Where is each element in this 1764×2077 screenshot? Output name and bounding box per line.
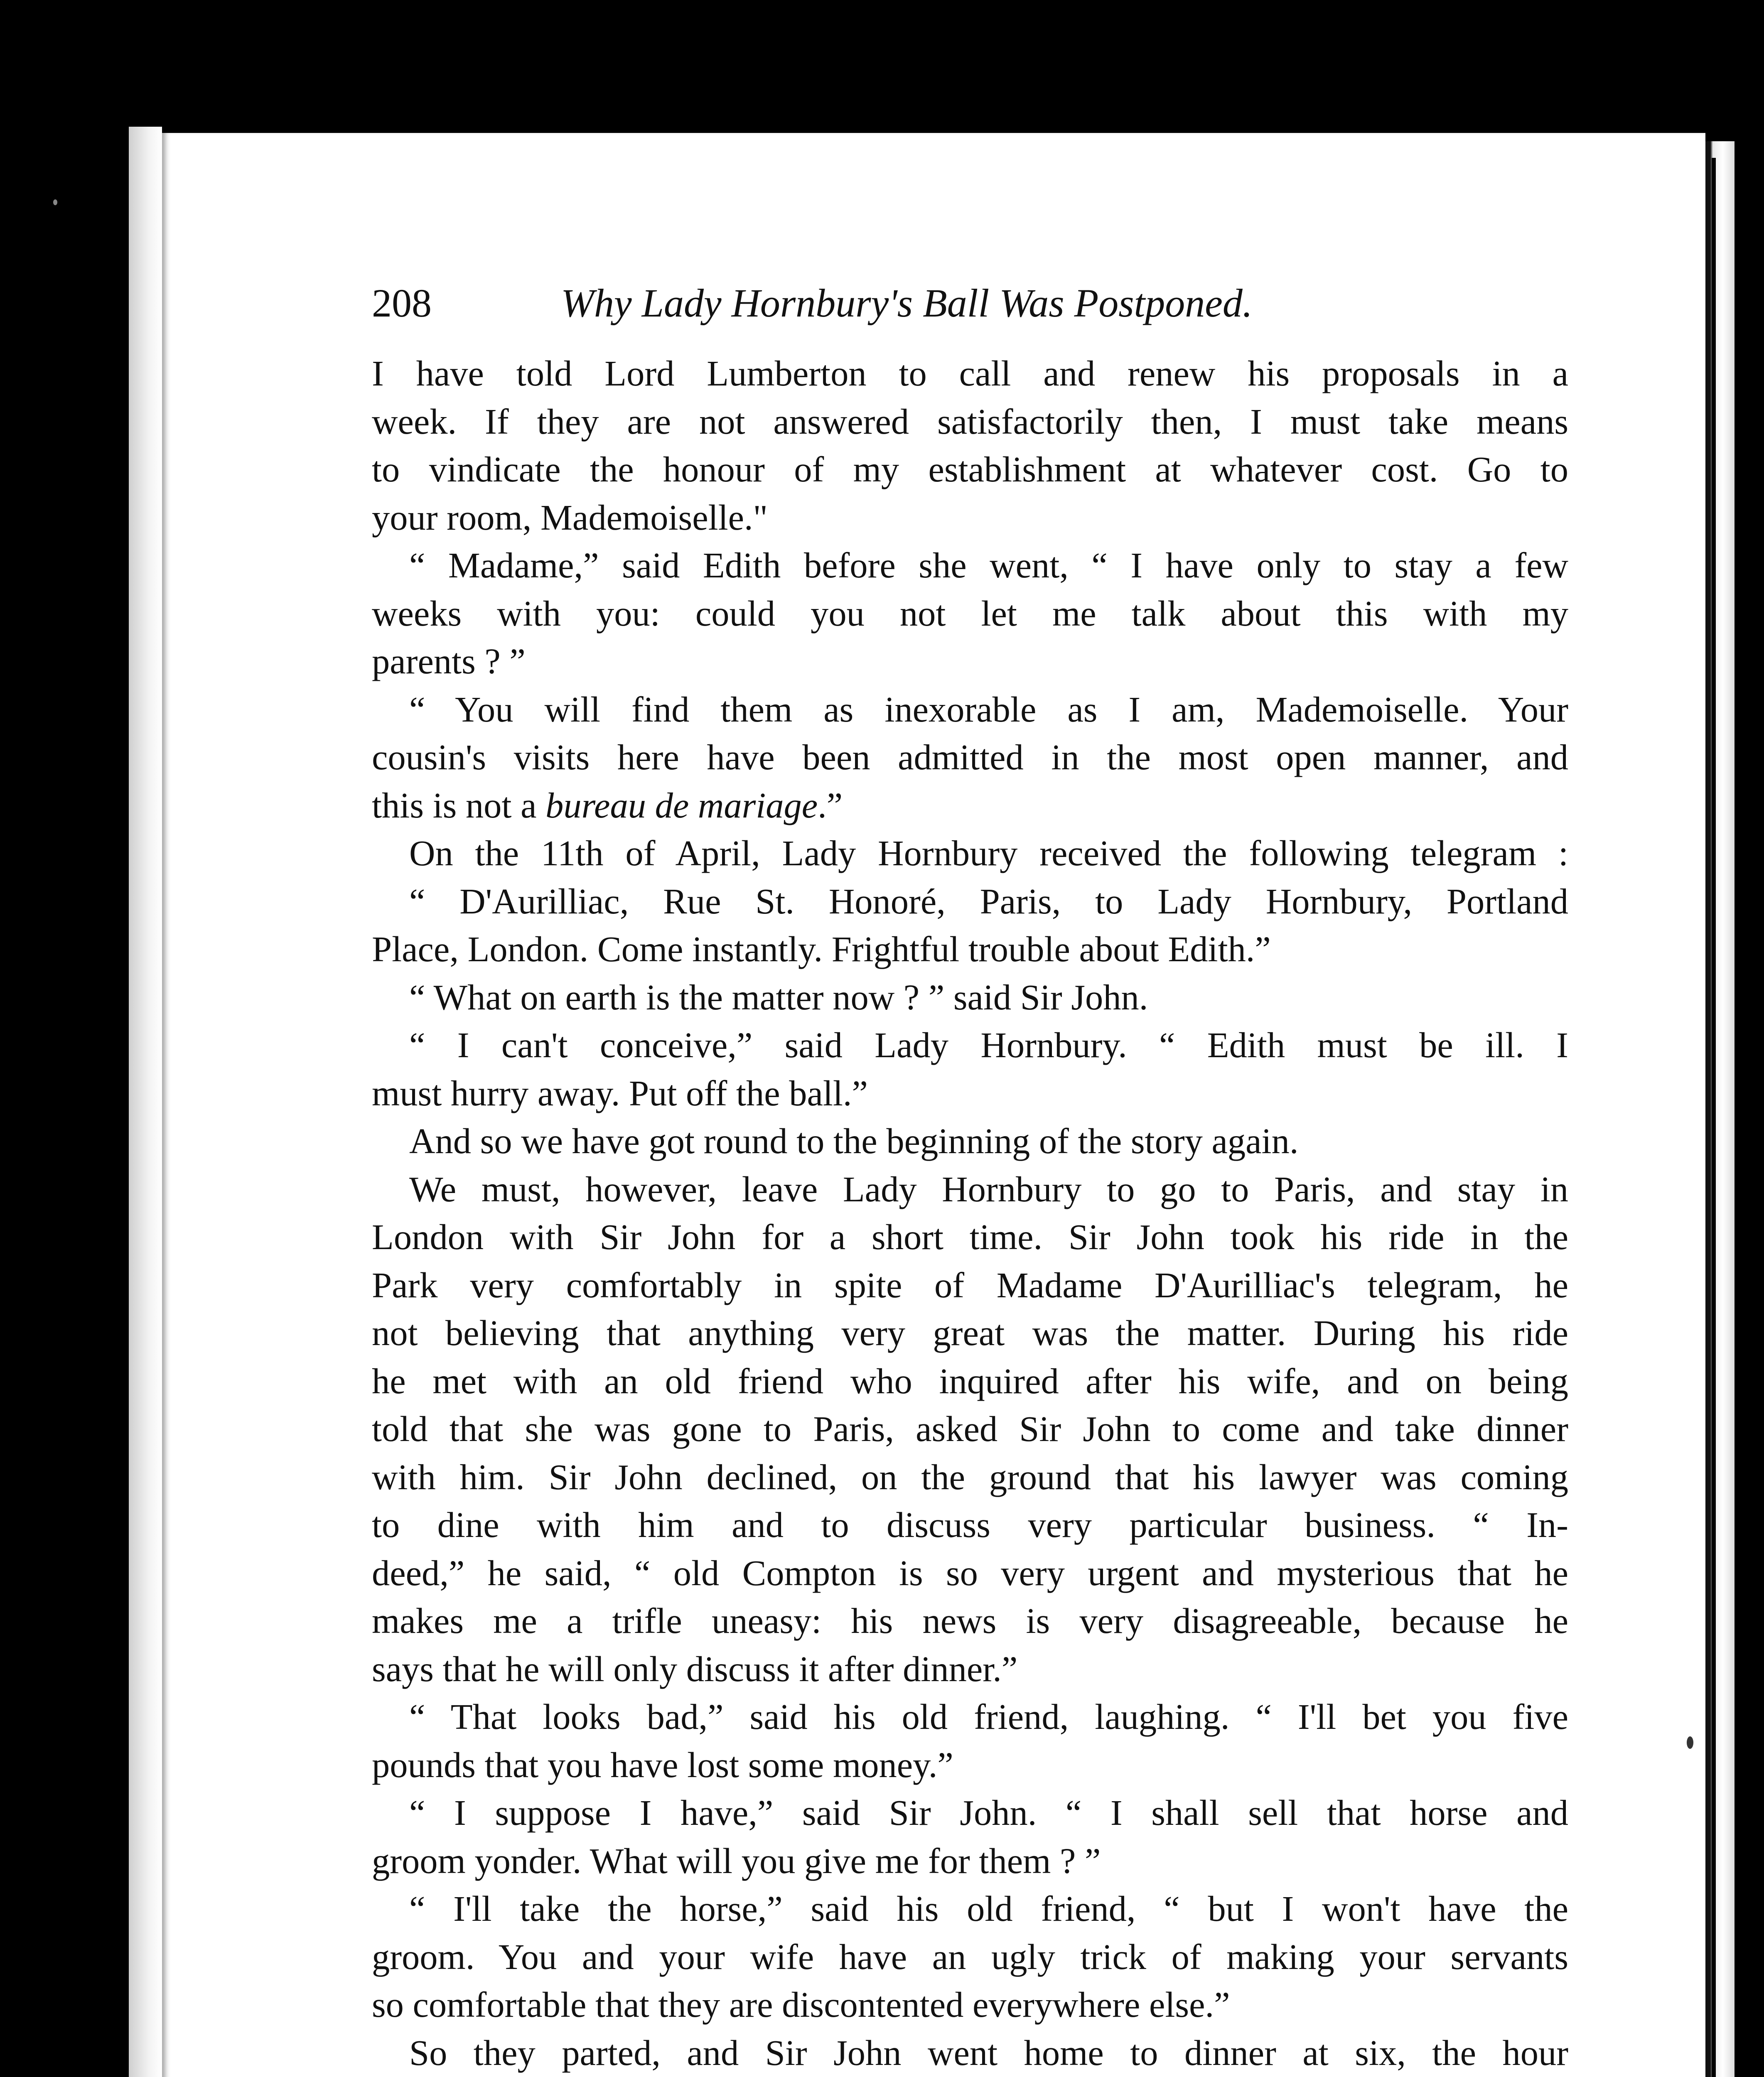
- running-header: [372, 272, 1568, 334]
- text-line: makes me a trifle uneasy: his news is very disagreeable, because he: [372, 1601, 1568, 1641]
- text-line: “ I'll take the horse,” said his old friend, “ but I won't have the: [409, 1889, 1568, 1929]
- text-line: not believing that anything very great was the matter. During his ride: [372, 1313, 1568, 1353]
- text-line: your room, Mademoiselle.": [372, 497, 768, 538]
- text-line: groom. You and your wife have an ugly trick of making your servants: [372, 1937, 1568, 1977]
- text-line: “ I suppose I have,” said Sir John. “ I shall sell that horse and: [409, 1793, 1568, 1833]
- text-line: pounds that you have lost some money.”: [372, 1745, 953, 1785]
- page-number: 208: [372, 281, 432, 325]
- text-line: We must, however, leave Lady Hornbury to go to Paris, and stay in: [409, 1169, 1568, 1209]
- text-line: this is not a bureau de mariage.”: [372, 785, 843, 825]
- text-line: So they parted, and Sir John went home to dinner at six, the hour: [409, 2033, 1568, 2073]
- text-line: London with Sir John for a short time. Sir John took his ride in the: [372, 1217, 1568, 1257]
- text-line: to dine with him and to discuss very particular business. “ In-: [372, 1505, 1568, 1545]
- text-line: And so we have got round to the beginning of the story again.: [409, 1121, 1299, 1161]
- text-line: “ You will find them as inexorable as I am, Mademoiselle. Your: [409, 689, 1568, 729]
- text-line: cousin's visits here have been admitted in the most open manner, and: [372, 737, 1568, 777]
- dust-speck: [53, 199, 57, 205]
- text-line: “ That looks bad,” said his old friend, laughing. “ I'll bet you five: [409, 1697, 1568, 1737]
- text-line: On the 11th of April, Lady Hornbury received the following telegram :: [409, 833, 1568, 873]
- text-line: “ What on earth is the matter now ? ” said Sir John.: [409, 977, 1148, 1017]
- text-line: groom yonder. What will you give me for them ? ”: [372, 1841, 1101, 1881]
- text-line: with him. Sir John declined, on the ground that his lawyer was coming: [372, 1457, 1568, 1497]
- text-line: deed,” he said, “ old Compton is so very urgent and mysterious that he: [372, 1553, 1568, 1593]
- text-line: week. If they are not answered satisfactorily then, I must take means: [372, 401, 1568, 442]
- text-line: “ D'Aurilliac, Rue St. Honoré, Paris, to Lady Hornbury, Portland: [409, 881, 1568, 921]
- dust-speck: [1687, 1736, 1693, 1749]
- text-line: so comfortable that they are discontented everywhere else.”: [372, 1985, 1230, 2025]
- gutter-shadow: [1712, 158, 1716, 2077]
- text-line: “ I can't conceive,” said Lady Hornbury. “ Edith must be ill. I: [409, 1025, 1568, 1065]
- text-line: weeks with you: could you not let me talk about this with my: [372, 593, 1568, 633]
- text-line: Place, London. Come instantly. Frightful trouble about Edith.”: [372, 929, 1271, 969]
- text-line: must hurry away. Put off the ball.”: [372, 1073, 868, 1113]
- running-title: Why Lady Hornbury's Ball Was Postponed.: [561, 281, 1253, 325]
- text-line: “ Madame,” said Edith before she went, “ I have only to stay a few: [409, 545, 1568, 585]
- facing-page-edge: [1705, 141, 1735, 2077]
- text-line: Park very comfortably in spite of Madame D'Aurilliac's telegram, he: [372, 1265, 1568, 1305]
- text-line: parents ? ”: [372, 641, 526, 681]
- text-line: he met with an old friend who inquired after his wife, and on being: [372, 1361, 1568, 1401]
- italic-phrase: bureau de mariage: [545, 785, 818, 825]
- body-text: [372, 350, 1568, 2077]
- text-line: to vindicate the honour of my establishment at whatever cost. Go to: [372, 449, 1568, 489]
- binding-edge: [129, 127, 162, 2077]
- text-line: told that she was gone to Paris, asked Sir John to come and take dinner: [372, 1409, 1568, 1449]
- text-line: I have told Lord Lumberton to call and renew his proposals in a: [372, 354, 1568, 393]
- text-line: says that he will only discuss it after dinner.”: [372, 1649, 1018, 1689]
